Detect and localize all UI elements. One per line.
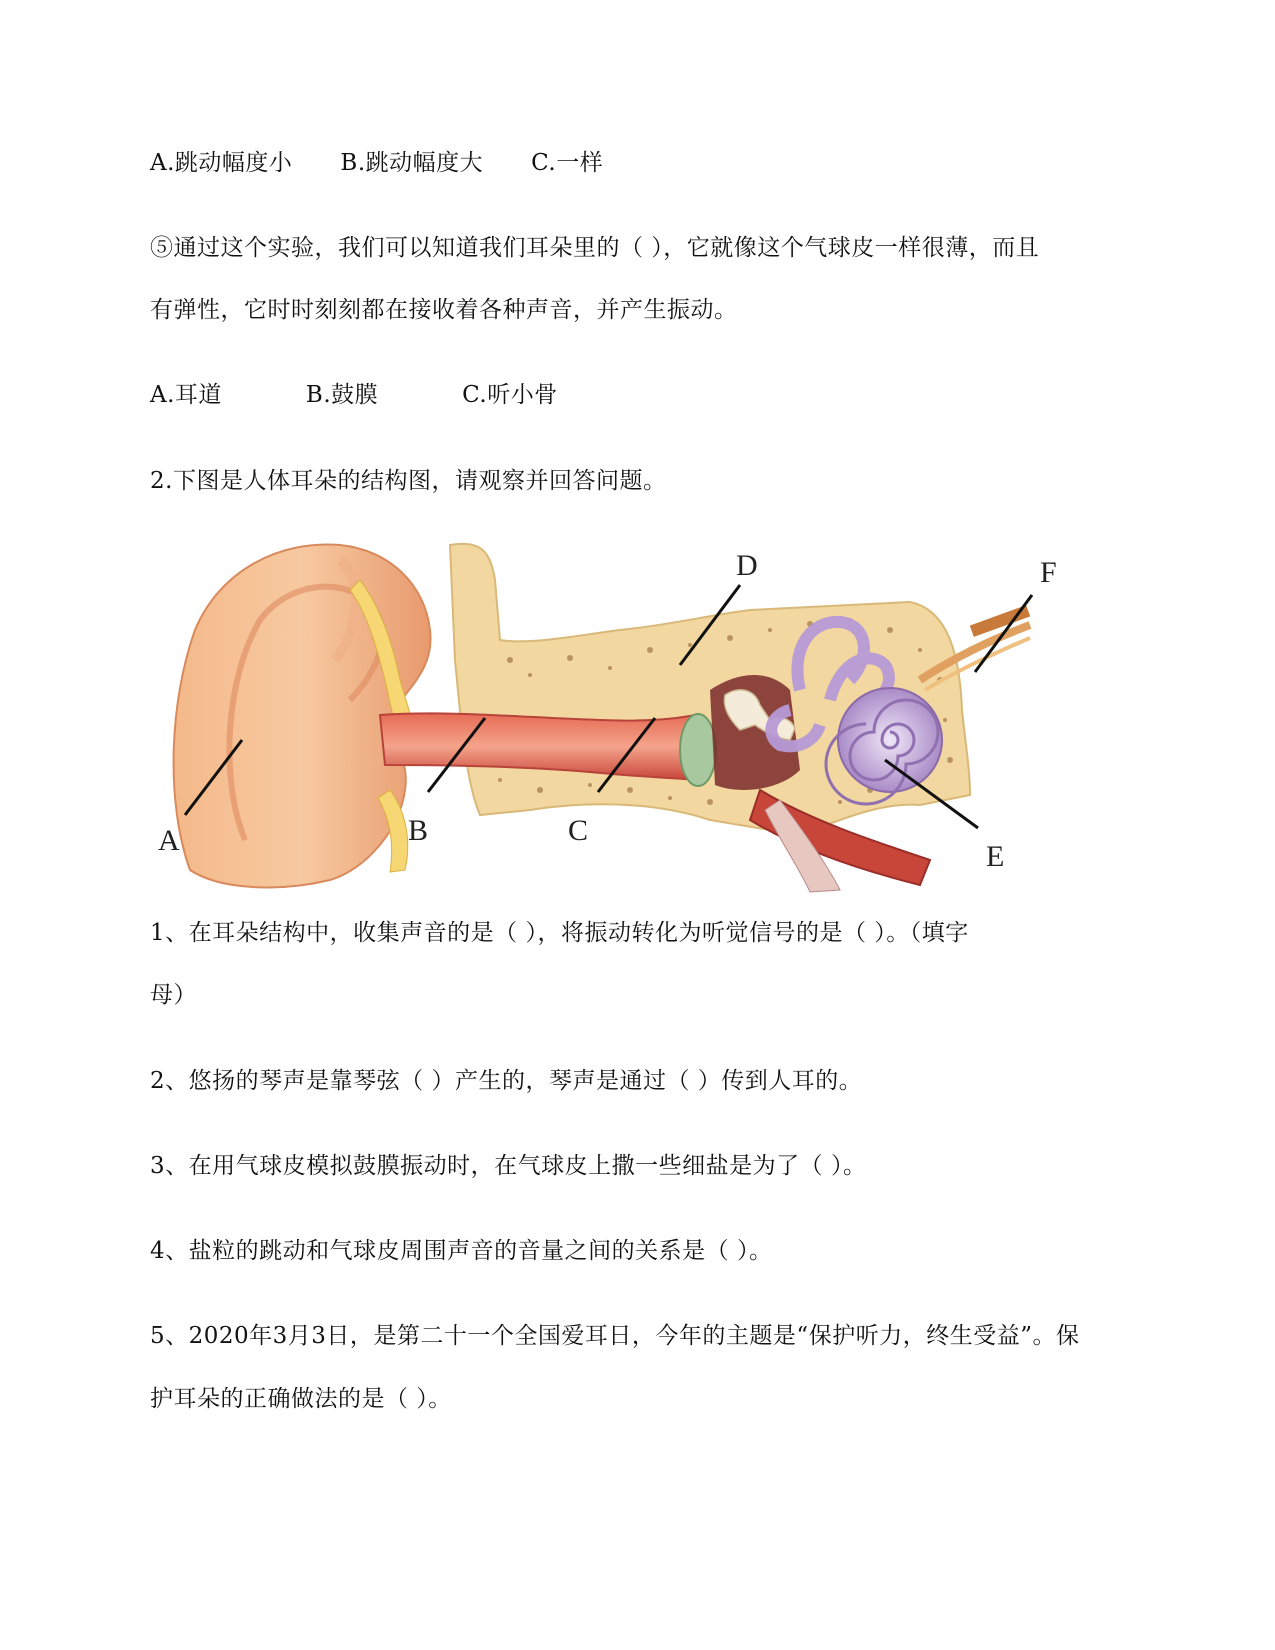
label-d: D: [736, 549, 758, 582]
label-c: C: [568, 814, 589, 847]
section2-q5-line-1: 5、2020年3月3日，是第二十一个全国爱耳日，今年的主题是“保护听力，终生受益”。保: [150, 1323, 1080, 1349]
q5-option-a: A.耳道: [150, 382, 222, 408]
section2-q2: 2、悠扬的琴声是靠琴弦（ ）产生的，琴声是通过（ ）传到人耳的。: [150, 1068, 863, 1094]
leader-line-f: [975, 595, 1032, 672]
q4-option-c: C.一样: [531, 150, 604, 176]
q5-options: [150, 380, 558, 410]
q5-line-1: ⑤通过这个实验，我们可以知道我们耳朵里的（ ），它就像这个气球皮一样很薄，而且: [150, 235, 1040, 261]
label-b: B: [408, 814, 429, 847]
eardrum: [680, 714, 716, 786]
label-f: F: [1040, 556, 1057, 589]
q5-option-c: C.听小骨: [462, 382, 558, 408]
section2-q4: 4、盐粒的跳动和气球皮周围声音的音量之间的关系是（ ）。: [150, 1238, 773, 1264]
q5-line-2: 有弹性，它时时刻刻都在接收着各种声音，并产生振动。: [150, 297, 738, 323]
ear-structure-diagram: [150, 540, 1110, 910]
q4-option-a: A.跳动幅度小: [150, 150, 293, 176]
section2-q3: 3、在用气球皮模拟鼓膜振动时，在气球皮上撒一些细盐是为了（ ）。: [150, 1153, 867, 1179]
q4-options: [150, 148, 603, 178]
label-a: A: [158, 824, 180, 857]
section2-q5-line-2: 护耳朵的正确做法的是（ ）。: [150, 1386, 452, 1412]
section2-q1-line-1: 1、在耳朵结构中，收集声音的是（ ），将振动转化为听觉信号的是（ ）。（填字: [150, 920, 969, 946]
q5-option-b: B.鼓膜: [305, 382, 379, 408]
q4-option-b: B.跳动幅度大: [340, 150, 484, 176]
section2-q1-line-2: 母）: [150, 982, 197, 1008]
label-e: E: [986, 840, 1005, 873]
section2-intro: 2.下图是人体耳朵的结构图，请观察并回答问题。: [150, 468, 667, 494]
